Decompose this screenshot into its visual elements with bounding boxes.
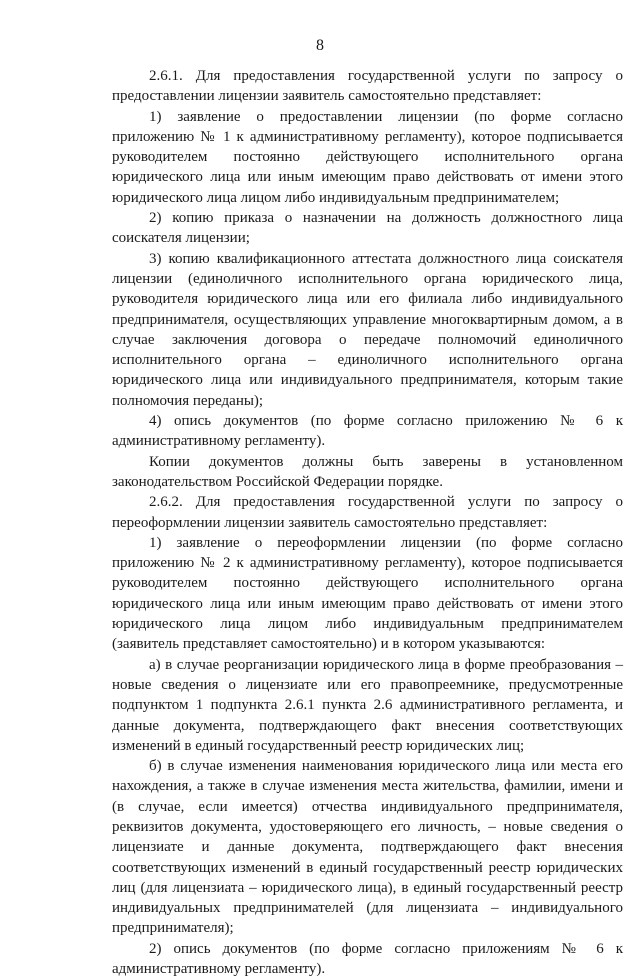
paragraph-subitem-a-reorganization: а) в случае реорганизации юридического лица в форме преобразования – новые сведения о лицензиате или его правопреемнике, предусмотренные подпунктом 1 подпункта 2.6.1 пункта 2.6 административного регламента, и данные документа, подтверждающего факт внесения соответствующих изменений в единый государственный реестр юридических лиц; (112, 656, 623, 754)
paragraph-copies-certified: Копии документов должны быть заверены в установленном законодательством Российской Федерации порядке. (112, 453, 623, 490)
paragraph-item-1-application: 1) заявление о предоставлении лицензии (по форме согласно приложению № 1 к административному регламенту), которое подписывается руководителем постоянно действующего исполнительного органа юридического лица или иным имеющим право действовать от имени этого юридического лица лицом либо индивидуальным предпринимателем; (112, 108, 623, 206)
paragraph-item-3-certificate-copy: 3) копию квалификационного аттестата должностного лица соискателя лицензии (единоличного исполнительного органа юридического лица, руководителя юридического лица или его филиала либо индивидуального предпринимателя, осуществляющих управление многоквартирным домом, а в случае заключения договора о передаче полномочий единоличного исполнительного органа – единоличного исполнительного органа юридического лица или индивидуального предпринимателя, которым такие полномочия переданы); (112, 250, 623, 409)
paragraph-2-6-1-heading: 2.6.1. Для предоставления государственной услуги по запросу о предоставлении лицензии заявитель самостоятельно представляет: (112, 68, 623, 105)
page-number: 8 (316, 37, 324, 54)
paragraph-item-2-order-copy: 2) копию приказа о назначении на должность должностного лица соискателя лицензии; (112, 210, 623, 247)
paragraph-2-6-2-heading: 2.6.2. Для предоставления государственной услуги по запросу о переоформлении лицензии заявитель самостоятельно представляет: (112, 494, 623, 531)
paragraph-subitem-b-name-change: б) в случае изменения наименования юридического лица или места его нахождения, а также в случае изменения места жительства, фамилии, имени и (в случае, если имеется) отчества индивидуального предпринимателя, реквизитов документа, удостоверяющего его личность, – новые сведения о лицензиате и данные документа, подтверждающего факт внесения соответствующих изменений в единый государственный реестр юридических лиц (для лицензиата – юридического лица), в единый государственный реестр индивидуальных предпринимателей (для лицензиата – индивидуального предпринимателя); (112, 758, 623, 937)
paragraph-item-4-inventory: 4) опись документов (по форме согласно приложению № 6 к административному регламенту). (112, 413, 623, 450)
document-body (112, 66, 623, 979)
paragraph-item-2-inventory: 2) опись документов (по форме согласно приложениям № 6 к административному регламенту). (112, 940, 623, 978)
paragraph-item-1-reissue-application: 1) заявление о переоформлении лицензии (по форме согласно приложению № 2 к административному регламенту), которое подписывается руководителем постоянно действующего исполнительного органа юридического лица или иным имеющим право действовать от имени этого юридического лица лицом либо индивидуальным предпринимателем (заявитель представляет самостоятельно) и в котором указываются: (112, 534, 623, 653)
